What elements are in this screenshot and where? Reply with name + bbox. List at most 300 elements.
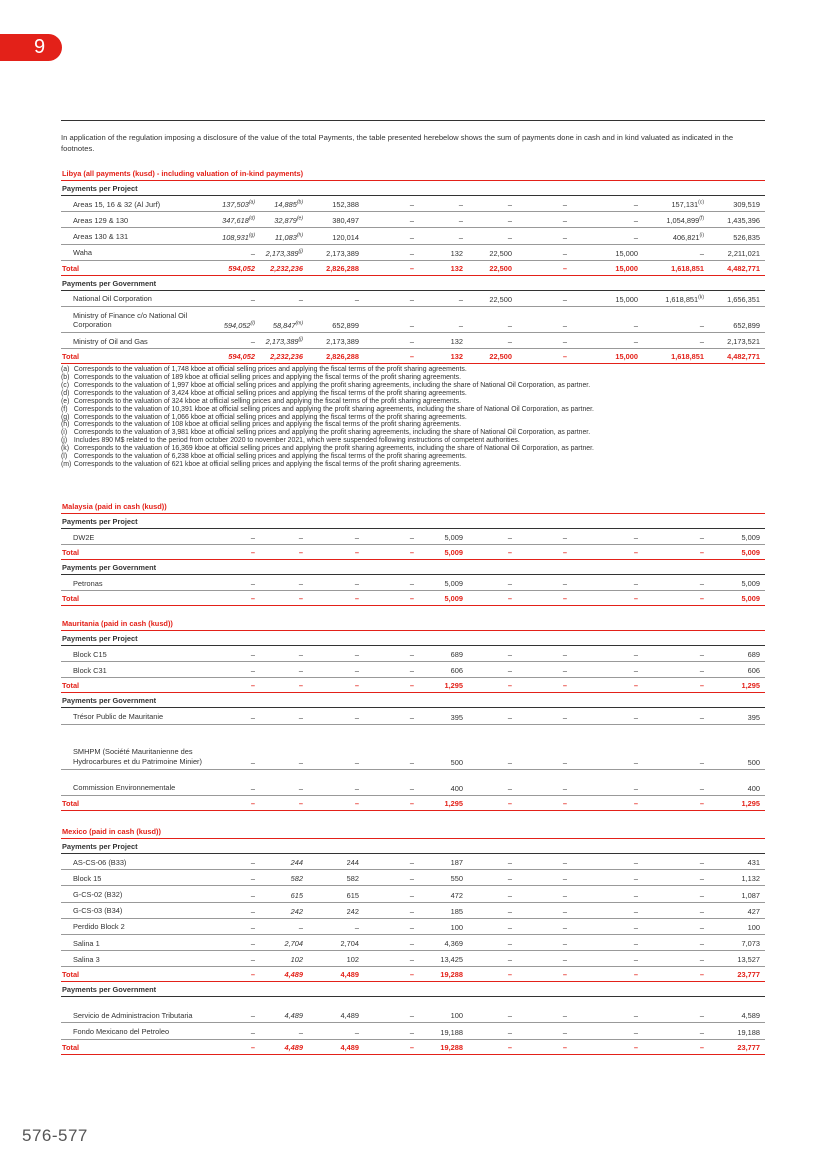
footnote-ref: (h) — [296, 232, 303, 239]
footnote-letter: (m) — [61, 461, 72, 468]
cell-value: – — [298, 681, 303, 691]
cell-value: 1,435,396 — [727, 216, 760, 226]
cell-value: – — [409, 533, 414, 543]
row-label: Areas 15, 16 & 32 (Al Jurf) — [73, 199, 161, 209]
cell-value: – — [562, 200, 567, 210]
table-row — [61, 770, 765, 796]
cell-value: – — [250, 666, 255, 676]
block-heading-text: Payments per Government — [62, 278, 157, 288]
footnote-letter: (i) — [61, 429, 68, 437]
cell-value: – — [409, 337, 414, 347]
cell-value: – — [250, 874, 255, 884]
footnote — [61, 429, 765, 437]
cell-value: 1,656,351 — [727, 294, 760, 304]
footnote — [61, 374, 765, 382]
cell-value: 5,009 — [741, 579, 760, 589]
cell-value: – — [250, 783, 255, 793]
total-label: Total — [62, 798, 80, 808]
cell-value: – — [298, 533, 303, 543]
footnote-ref: (b) — [296, 199, 303, 206]
cell-value: 406,821$^{(i)}$ — [672, 232, 704, 242]
cell-value: 19,188 — [440, 1027, 463, 1037]
footnote-text: Corresponds to the valuation of 1,748 kboe at official selling prices and applying the fiscal terms of the profit sharing agreements. — [72, 366, 467, 374]
cell-value: – — [409, 798, 414, 808]
footnote-letter: (a) — [61, 366, 70, 374]
cell-value: – — [298, 666, 303, 676]
cell-value: – — [409, 712, 414, 722]
footnote-text: Corresponds to the valuation of 6,238 kboe at official selling prices and applying the fiscal terms of the profit sharing agreements. — [72, 453, 467, 461]
footnote-letter: (f) — [61, 405, 68, 413]
cell-value: 15,000 — [615, 248, 638, 258]
cell-value: 309,519 — [733, 200, 760, 210]
cell-value: 2,704 — [284, 939, 303, 949]
table-row — [61, 854, 765, 870]
block-heading-text: Payments per Project — [62, 634, 138, 643]
cell-value: 15,000 — [615, 294, 638, 304]
cell-value: – — [699, 783, 704, 793]
footnote-text: Corresponds to the valuation of 324 kboe at official selling prices and applying the fiscal terms of the profit sharing agreements. — [72, 397, 462, 405]
cell-value: – — [507, 681, 512, 691]
footnote-text: Corresponds to the valuation of 3,981 kboe at official selling prices and applying the profit sharing agreements, including the share of National Oil Corporation, as partner. — [72, 429, 591, 437]
row-label: Fondo Mexicano del Petroleo — [73, 1026, 170, 1036]
cell-value: – — [354, 922, 359, 932]
table-row — [61, 1023, 765, 1039]
cell-value: – — [250, 906, 255, 916]
cell-value: 5,009 — [444, 579, 463, 589]
table-row — [61, 886, 765, 902]
cell-value: 347,618$^{(d)}$ — [222, 215, 255, 226]
cell-value: – — [633, 970, 638, 980]
cell-value: – — [562, 783, 567, 793]
footnote-ref: (g) — [248, 232, 255, 239]
footnote-text: Corresponds to the valuation of 1,066 kboe at official selling prices and applying the fiscal terms of the profit sharing agreements. — [72, 413, 467, 421]
cell-value: – — [699, 798, 704, 808]
cell-value: 380,497 — [332, 216, 359, 226]
row-label: Salina 3 — [73, 954, 100, 964]
cell-value: – — [298, 922, 303, 932]
cell-value: 132 — [450, 248, 463, 258]
cell-value: 242 — [290, 906, 303, 916]
cell-value: 152,388 — [332, 200, 359, 210]
cell-value: – — [354, 548, 359, 558]
cell-value: 1,295 — [444, 798, 463, 808]
row-label: Block 15 — [73, 873, 102, 883]
total-label: Total — [62, 681, 80, 691]
cell-value: 244 — [346, 858, 359, 868]
cell-value: – — [507, 533, 512, 543]
cell-value: – — [562, 858, 567, 868]
cell-value: – — [633, 858, 638, 868]
block-heading — [61, 276, 765, 291]
cell-value: 132 — [450, 337, 463, 347]
row-label: SMHPM (Société Mauritanienne des Hydrocarbures et du Patrimoine Minier) — [73, 747, 202, 766]
cell-value: 185 — [450, 906, 463, 916]
row-label: Perdido Block 2 — [73, 922, 125, 932]
footnote-text: Includes 890 M$ related to the period from october 2020 to november 2021, which were suspended following instructions of competent authorities. — [72, 437, 520, 445]
footnote — [61, 445, 765, 453]
cell-value: 100 — [450, 1011, 463, 1021]
cell-value: – — [409, 955, 414, 965]
cell-value: – — [250, 858, 255, 868]
footnote — [61, 382, 765, 390]
cell-value: 102 — [290, 955, 303, 965]
footnote-text: Corresponds to the valuation of 108 kboe at official selling prices and applying the fiscal terms of the profit sharing agreements. — [72, 421, 462, 429]
cell-value: – — [409, 1027, 414, 1037]
cell-value: – — [633, 579, 638, 589]
cell-value: 689 — [747, 650, 760, 660]
table-row — [61, 919, 765, 935]
cell-value: – — [354, 594, 359, 604]
cell-value: – — [250, 939, 255, 949]
total-label: Total — [62, 263, 80, 273]
cell-value: – — [354, 579, 359, 589]
footnote-ref: (j) — [298, 248, 303, 255]
cell-value: 395 — [747, 712, 760, 722]
cell-value: 157,131$^{(c)}$ — [671, 199, 704, 210]
cell-value: – — [699, 712, 704, 722]
row-label: Ministry of Finance c/o National Oil Corporation — [73, 310, 188, 330]
cell-value: 2,173,389$^{(j)}$ — [265, 248, 303, 258]
cell-value: 5,009 — [444, 594, 463, 604]
cell-value: – — [699, 890, 704, 900]
footnotes — [61, 366, 765, 469]
cell-value: 472 — [450, 890, 463, 900]
cell-value: – — [409, 320, 414, 330]
country-section — [61, 167, 765, 469]
cell-value: 100 — [450, 922, 463, 932]
cell-value: – — [562, 939, 567, 949]
cell-value: – — [699, 579, 704, 589]
cell-value: – — [562, 263, 567, 273]
cell-value: 120,014 — [332, 232, 359, 242]
cell-value: – — [562, 352, 567, 362]
cell-value: – — [562, 594, 567, 604]
cell-value: – — [507, 712, 512, 722]
cell-value: – — [633, 939, 638, 949]
cell-value: 4,489 — [340, 1042, 359, 1052]
page-number: 576-577 — [22, 1126, 88, 1145]
cell-value: – — [409, 939, 414, 949]
row-label: Waha — [73, 248, 93, 258]
intro-paragraph: In application of the regulation imposing a disclosure of the value of the total Payments, the table presented herebelow shows the sum of payments done in cash and in kind valuated as indicated in the footnotes. — [61, 133, 734, 153]
cell-value: – — [633, 594, 638, 604]
footnote-text: Corresponds to the valuation of 10,391 kboe at official selling prices and applying the profit sharing agreements, including the share of National Oil Corporation, as partner. — [72, 405, 594, 413]
cell-value: – — [633, 874, 638, 884]
cell-value: 400 — [450, 783, 463, 793]
cell-value: – — [409, 200, 414, 210]
cell-value: – — [562, 798, 567, 808]
cell-value: – — [633, 216, 638, 226]
cell-value: – — [633, 955, 638, 965]
cell-value: 606 — [450, 666, 463, 676]
cell-value: 594,052 — [228, 352, 255, 362]
cell-value: – — [633, 890, 638, 900]
table-row — [61, 307, 765, 333]
cell-value: 22,500 — [489, 248, 512, 258]
cell-value: – — [633, 533, 638, 543]
cell-value: – — [507, 1027, 512, 1037]
footnote-ref: (i) — [699, 232, 704, 239]
cell-value: – — [250, 970, 255, 980]
row-label: Areas 130 & 131 — [73, 231, 129, 241]
table-row — [61, 662, 765, 678]
cell-value: 427 — [747, 906, 760, 916]
cell-value: 2,232,236 — [270, 263, 303, 273]
cell-value: – — [409, 681, 414, 691]
cell-value: 1,132 — [741, 874, 760, 884]
footnote-letter: (b) — [61, 374, 70, 382]
footnote — [61, 421, 765, 429]
cell-value: 615 — [346, 890, 359, 900]
block-heading-text: Payments per Project — [62, 842, 138, 851]
cell-value: – — [633, 906, 638, 916]
cell-value: – — [298, 712, 303, 722]
cell-value: – — [250, 548, 255, 558]
cell-value: 4,489 — [284, 1011, 303, 1021]
cell-value: – — [250, 294, 255, 304]
cell-value: – — [507, 579, 512, 589]
cell-value: 4,489 — [340, 1011, 359, 1021]
footnote-text: Corresponds to the valuation of 189 kboe at official selling prices and applying the fiscal terms of the profit sharing agreements. — [72, 374, 462, 382]
cell-value: – — [458, 200, 463, 210]
total-row — [61, 967, 765, 982]
block-heading-text: Payments per Government — [62, 985, 157, 995]
cell-value: – — [250, 681, 255, 691]
cell-value: – — [409, 579, 414, 589]
total-row — [61, 261, 765, 276]
cell-value: – — [507, 906, 512, 916]
cell-value: – — [298, 579, 303, 589]
cell-value: – — [409, 1042, 414, 1052]
cell-value: 4,489 — [340, 970, 359, 980]
footnote — [61, 390, 765, 398]
cell-value: 5,009 — [741, 594, 760, 604]
cell-value: 615 — [290, 890, 303, 900]
cell-value: 102 — [346, 955, 359, 965]
cell-value: 5,009 — [741, 533, 760, 543]
cell-value: – — [562, 890, 567, 900]
cell-value: – — [250, 955, 255, 965]
cell-value: – — [633, 1011, 638, 1021]
cell-value: 1,618,851 — [671, 352, 704, 362]
cell-value: – — [507, 955, 512, 965]
cell-value: – — [409, 783, 414, 793]
block-heading — [61, 839, 765, 854]
cell-value: 4,482,771 — [727, 352, 760, 362]
cell-value: – — [298, 757, 303, 767]
table-row — [61, 951, 765, 967]
cell-value: 100 — [747, 922, 760, 932]
cell-value: 2,173,389 — [326, 248, 359, 258]
footnote-letter: (d) — [61, 389, 70, 397]
cell-value: 242 — [346, 906, 359, 916]
cell-value: – — [409, 922, 414, 932]
footnote-ref: (e) — [296, 215, 303, 222]
cell-value: – — [507, 320, 512, 330]
cell-value: – — [562, 970, 567, 980]
cell-value: 187 — [450, 858, 463, 868]
cell-value: 32,879$^{(e)}$ — [274, 215, 303, 226]
cell-value: – — [250, 798, 255, 808]
footnote-letter: (g) — [61, 413, 70, 421]
cell-value: 5,009 — [444, 548, 463, 558]
cell-value: – — [699, 757, 704, 767]
cell-value: – — [354, 1027, 359, 1037]
cell-value: 7,073 — [741, 939, 760, 949]
cell-value: – — [250, 533, 255, 543]
cell-value: – — [507, 939, 512, 949]
cell-value: – — [633, 650, 638, 660]
cell-value: 22,500 — [489, 294, 512, 304]
row-label: Salina 1 — [73, 938, 100, 948]
footnote-letter: (k) — [61, 445, 70, 453]
cell-value: – — [699, 858, 704, 868]
cell-value: 2,704 — [340, 939, 359, 949]
cell-value: 11,083$^{(h)}$ — [274, 232, 303, 242]
cell-value: 58,847$^{(m)}$ — [272, 320, 303, 330]
cell-value: – — [409, 216, 414, 226]
cell-value: – — [507, 1042, 512, 1052]
cell-value: – — [633, 681, 638, 691]
footnote-letter: (l) — [61, 453, 68, 461]
cell-value: – — [562, 874, 567, 884]
row-label: Commission Environnementale — [73, 782, 176, 792]
cell-value: 132 — [450, 263, 463, 273]
cell-value: 2,173,389 — [326, 337, 359, 347]
cell-value: – — [699, 874, 704, 884]
table-row — [61, 291, 765, 307]
cell-value: – — [409, 890, 414, 900]
cell-value: 1,295 — [741, 681, 760, 691]
country-section — [61, 617, 765, 811]
cell-value: – — [562, 650, 567, 660]
section-title — [61, 617, 765, 631]
block-heading — [61, 514, 765, 529]
cell-value: – — [250, 1011, 255, 1021]
cell-value: 22,500 — [489, 352, 512, 362]
cell-value: 689 — [450, 650, 463, 660]
footnote-ref: (j) — [298, 336, 303, 343]
footnote-ref: (a) — [248, 199, 255, 206]
cell-value: – — [507, 666, 512, 676]
footnote — [61, 406, 765, 414]
cell-value: – — [699, 906, 704, 916]
cell-value: – — [458, 320, 463, 330]
table-row — [61, 708, 765, 724]
total-row — [61, 545, 765, 560]
cell-value: – — [562, 337, 567, 347]
cell-value: 1,087 — [741, 890, 760, 900]
cell-value: – — [562, 922, 567, 932]
cell-value: 2,826,288 — [326, 263, 359, 273]
block-heading — [61, 693, 765, 708]
cell-value: – — [250, 890, 255, 900]
cell-value: 22,500 — [489, 263, 512, 273]
section-title — [61, 167, 765, 181]
cell-value: – — [699, 666, 704, 676]
cell-value: 4,482,771 — [727, 263, 760, 273]
cell-value: – — [699, 337, 704, 347]
footnote-ref: (f) — [699, 215, 704, 222]
cell-value: – — [250, 248, 255, 258]
cell-value: – — [250, 712, 255, 722]
table-row — [61, 646, 765, 662]
cell-value: 15,000 — [615, 263, 638, 273]
cell-value: 23,777 — [737, 970, 760, 980]
footnote — [61, 366, 765, 374]
cell-value: – — [250, 1027, 255, 1037]
cell-value: – — [699, 594, 704, 604]
footnote — [61, 398, 765, 406]
footnote-ref: (m) — [295, 320, 303, 327]
total-label: Total — [62, 352, 80, 362]
total-label: Total — [62, 548, 80, 558]
cell-value: 5,009 — [444, 533, 463, 543]
footnote-letter: (c) — [61, 381, 70, 389]
cell-value: – — [699, 533, 704, 543]
cell-value: 1,295 — [444, 681, 463, 691]
cell-value: – — [409, 666, 414, 676]
row-label: Areas 129 & 130 — [73, 215, 129, 225]
table-row — [61, 529, 765, 545]
cell-value: – — [562, 320, 567, 330]
footnote — [61, 437, 765, 445]
cell-value: – — [507, 874, 512, 884]
total-label: Total — [62, 594, 80, 604]
cell-value: 13,527 — [737, 955, 760, 965]
cell-value: – — [562, 757, 567, 767]
cell-value: – — [633, 1027, 638, 1037]
cell-value: – — [409, 757, 414, 767]
cell-value: 2,211,021 — [727, 248, 760, 258]
cell-value: 132 — [450, 352, 463, 362]
cell-value: – — [354, 666, 359, 676]
cell-value: 652,899 — [733, 320, 760, 330]
cell-value: – — [409, 294, 414, 304]
footnote-ref: (k) — [698, 294, 704, 301]
cell-value: 550 — [450, 874, 463, 884]
cell-value: – — [409, 232, 414, 242]
cell-value: 582 — [346, 874, 359, 884]
cell-value: – — [507, 922, 512, 932]
cell-value: – — [633, 922, 638, 932]
cell-value: 594,052$^{(l)}$ — [223, 320, 255, 330]
cell-value: – — [507, 1011, 512, 1021]
table-row — [61, 333, 765, 349]
cell-value: – — [250, 1042, 255, 1052]
cell-value: – — [409, 594, 414, 604]
cell-value: 582 — [290, 874, 303, 884]
block-heading — [61, 631, 765, 646]
row-label: Petronas — [73, 578, 103, 588]
footnote-text: Corresponds to the valuation of 1,997 kboe at official selling prices and applying the profit sharing agreements, including the share of National Oil Corporation, as partner. — [72, 381, 591, 389]
total-label: Total — [62, 970, 80, 980]
cell-value: 4,589 — [741, 1011, 760, 1021]
total-row — [61, 591, 765, 606]
cell-value: – — [298, 594, 303, 604]
cell-value: 2,826,288 — [326, 352, 359, 362]
cell-value: – — [298, 548, 303, 558]
cell-value: 400 — [747, 783, 760, 793]
cell-value: – — [354, 798, 359, 808]
section-title-text: Libya (all payments (kusd) - including valuation of in-kind payments) — [62, 169, 304, 178]
cell-value: – — [409, 874, 414, 884]
cell-value: – — [409, 1011, 414, 1021]
cell-value: 395 — [450, 712, 463, 722]
cell-value: – — [507, 216, 512, 226]
cell-value: – — [507, 890, 512, 900]
cell-value: – — [699, 1027, 704, 1037]
